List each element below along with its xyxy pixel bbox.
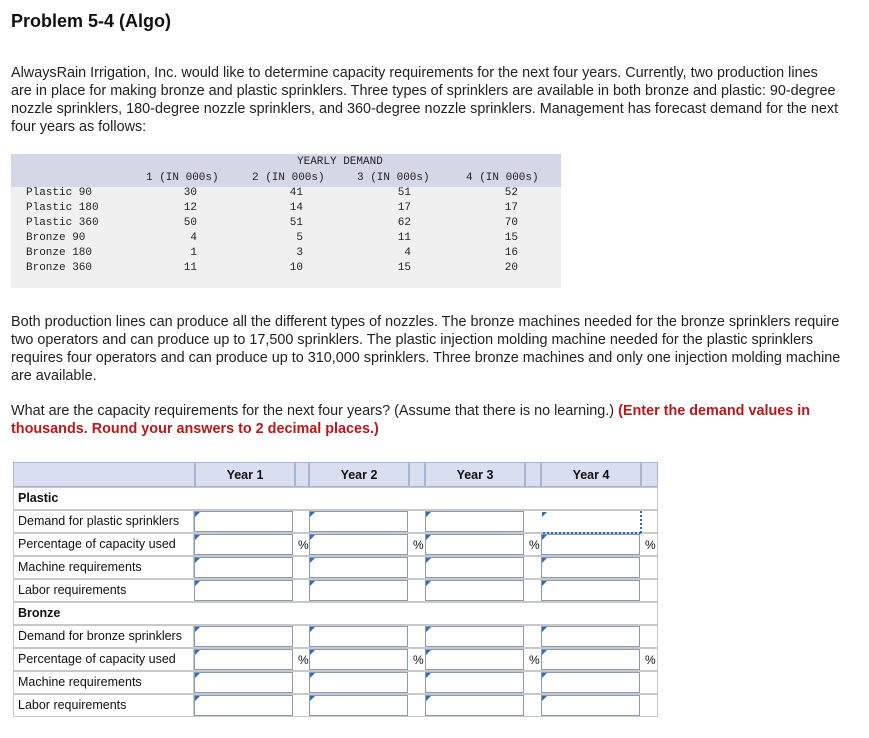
row-label: Demand for bronze sprinklers xyxy=(18,629,182,643)
bronze-machine-year-1-input[interactable] xyxy=(194,672,293,693)
header-spacer xyxy=(295,462,309,487)
demand-cell: 16 xyxy=(504,247,518,259)
plastic-capacity-year-2-input[interactable] xyxy=(309,534,408,555)
percent-sign: % xyxy=(529,538,540,552)
plastic-labor-year-2-input[interactable] xyxy=(309,580,408,601)
row-label: Demand for plastic sprinklers xyxy=(18,514,180,528)
demand-group-header: YEARLY DEMAND xyxy=(297,156,383,168)
percent-sign: % xyxy=(413,653,424,667)
demand-cell: 11 xyxy=(397,232,411,244)
percent-sign: % xyxy=(529,653,540,667)
yearly-demand-table xyxy=(11,154,561,288)
demand-cell: 62 xyxy=(397,217,411,229)
row-label: Percentage of capacity used xyxy=(18,537,176,551)
demand-cell: 1 xyxy=(190,247,197,259)
demand-cell: 20 xyxy=(504,262,518,274)
demand-cell: 51 xyxy=(397,187,411,199)
bronze-capacity-year-4-input[interactable] xyxy=(541,649,640,670)
plastic-demand-year-4-input[interactable] xyxy=(541,511,640,532)
plastic-capacity-year-3-input[interactable] xyxy=(425,534,524,555)
demand-col-1: 1 (IN 000s) xyxy=(146,172,219,184)
plastic-demand-year-2-input[interactable] xyxy=(309,511,408,532)
demand-cell: 14 xyxy=(289,202,303,214)
demand-cell: 5 xyxy=(296,232,303,244)
percent-sign: % xyxy=(298,653,309,667)
row-label: Labor requirements xyxy=(18,698,127,712)
demand-cell: 15 xyxy=(397,262,411,274)
section-title-plastic: Plastic xyxy=(18,491,59,505)
percent-sign: % xyxy=(645,538,656,552)
percent-sign: % xyxy=(298,538,309,552)
demand-cell: 70 xyxy=(504,217,518,229)
demand-row-label: Plastic 180 xyxy=(26,202,99,214)
demand-col-4: 4 (IN 000s) xyxy=(466,172,539,184)
demand-col-3: 3 (IN 000s) xyxy=(357,172,430,184)
demand-row-label: Bronze 180 xyxy=(26,247,93,259)
demand-cell: 50 xyxy=(183,217,197,229)
plastic-labor-year-1-input[interactable] xyxy=(194,580,293,601)
demand-cell: 10 xyxy=(289,262,303,274)
demand-cell: 3 xyxy=(296,247,303,259)
demand-cell: 4 xyxy=(190,232,197,244)
row-label: Labor requirements xyxy=(18,583,127,597)
row-label: Machine requirements xyxy=(18,675,142,689)
instruction-text: (Enter the demand values in thousands. Round your answers to 2 decimal places.) xyxy=(11,403,811,437)
answer-header-blank xyxy=(13,462,195,487)
header-spacer xyxy=(409,462,425,487)
bronze-machine-year-4-input[interactable] xyxy=(541,672,640,693)
percent-sign: % xyxy=(645,653,656,667)
row-section-plastic xyxy=(13,487,658,510)
bronze-capacity-year-2-input[interactable] xyxy=(309,649,408,670)
demand-row-label: Plastic 360 xyxy=(26,217,99,229)
demand-cell: 41 xyxy=(289,187,303,199)
focus-outline xyxy=(640,511,642,533)
answer-table xyxy=(13,462,658,717)
demand-cell: 30 xyxy=(183,187,197,199)
demand-cell: 17 xyxy=(397,202,411,214)
problem-title: Problem 5-4 (Algo) xyxy=(11,11,172,31)
header-year-2: Year 2 xyxy=(309,462,409,487)
header-spacer xyxy=(525,462,541,487)
row-label: Percentage of capacity used xyxy=(18,652,176,666)
bronze-labor-year-4-input[interactable] xyxy=(541,695,640,716)
bronze-labor-year-3-input[interactable] xyxy=(425,695,524,716)
bronze-capacity-year-3-input[interactable] xyxy=(425,649,524,670)
plastic-labor-year-3-input[interactable] xyxy=(425,580,524,601)
bronze-machine-year-2-input[interactable] xyxy=(309,672,408,693)
plastic-labor-year-4-input[interactable] xyxy=(541,580,640,601)
bronze-demand-year-4-input[interactable] xyxy=(541,626,640,647)
row-section-bronze xyxy=(13,602,658,625)
bronze-labor-year-2-input[interactable] xyxy=(309,695,408,716)
bronze-labor-year-1-input[interactable] xyxy=(194,695,293,716)
bronze-demand-year-3-input[interactable] xyxy=(425,626,524,647)
plastic-machine-year-2-input[interactable] xyxy=(309,557,408,578)
demand-cell: 11 xyxy=(183,262,197,274)
plastic-capacity-year-4-input[interactable] xyxy=(541,534,640,555)
demand-row-label: Plastic 90 xyxy=(26,187,93,199)
constraints-paragraph: Both production lines can produce all the different types of nozzles. The bronze machines needed for the bronze sprinklers require two operators and can produce up to 17,500 sprinklers. The plastic injection molding machine needed for the plastic sprinklers requires four operators and can produce up to 310,000 sprinklers. Three bronze machines and only one injection molding machine are available. xyxy=(11,314,841,384)
header-year-1: Year 1 xyxy=(195,462,295,487)
header-spacer xyxy=(641,462,658,487)
demand-col-2: 2 (IN 000s) xyxy=(252,172,325,184)
row-label: Machine requirements xyxy=(18,560,142,574)
demand-cell: 4 xyxy=(404,247,411,259)
question-main: What are the capacity requirements for the next four years? (Assume that there is no learning.) xyxy=(11,403,619,419)
bronze-demand-year-1-input[interactable] xyxy=(194,626,293,647)
demand-row-label: Bronze 90 xyxy=(26,232,86,244)
bronze-demand-year-2-input[interactable] xyxy=(309,626,408,647)
plastic-demand-year-3-input[interactable] xyxy=(425,511,524,532)
question-text xyxy=(11,402,861,438)
plastic-capacity-year-1-input[interactable] xyxy=(194,534,293,555)
bronze-machine-year-3-input[interactable] xyxy=(425,672,524,693)
percent-sign: % xyxy=(413,538,424,552)
section-title-bronze: Bronze xyxy=(18,606,61,620)
bronze-capacity-year-1-input[interactable] xyxy=(194,649,293,670)
intro-paragraph: AlwaysRain Irrigation, Inc. would like to determine capacity requirements for the next four years. Currently, two production lines are in place for making bronze and plastic sprinklers. Three types of sprinklers are available in both bronze and plastic: 90-degree nozzle sprinklers, 180-degree nozzle sprinklers, and 360-degree nozzle sprinklers. Management has forecast demand for the next four years as follows: xyxy=(11,65,839,135)
plastic-demand-year-1-input[interactable] xyxy=(194,511,293,532)
demand-cell: 17 xyxy=(504,202,518,214)
plastic-machine-year-4-input[interactable] xyxy=(541,557,640,578)
plastic-machine-year-3-input[interactable] xyxy=(425,557,524,578)
demand-cell: 51 xyxy=(289,217,303,229)
header-year-3: Year 3 xyxy=(425,462,525,487)
plastic-machine-year-1-input[interactable] xyxy=(194,557,293,578)
demand-cell: 15 xyxy=(504,232,518,244)
header-year-4: Year 4 xyxy=(541,462,641,487)
demand-row-label: Bronze 360 xyxy=(26,262,93,274)
demand-cell: 52 xyxy=(504,187,518,199)
demand-cell: 12 xyxy=(183,202,197,214)
